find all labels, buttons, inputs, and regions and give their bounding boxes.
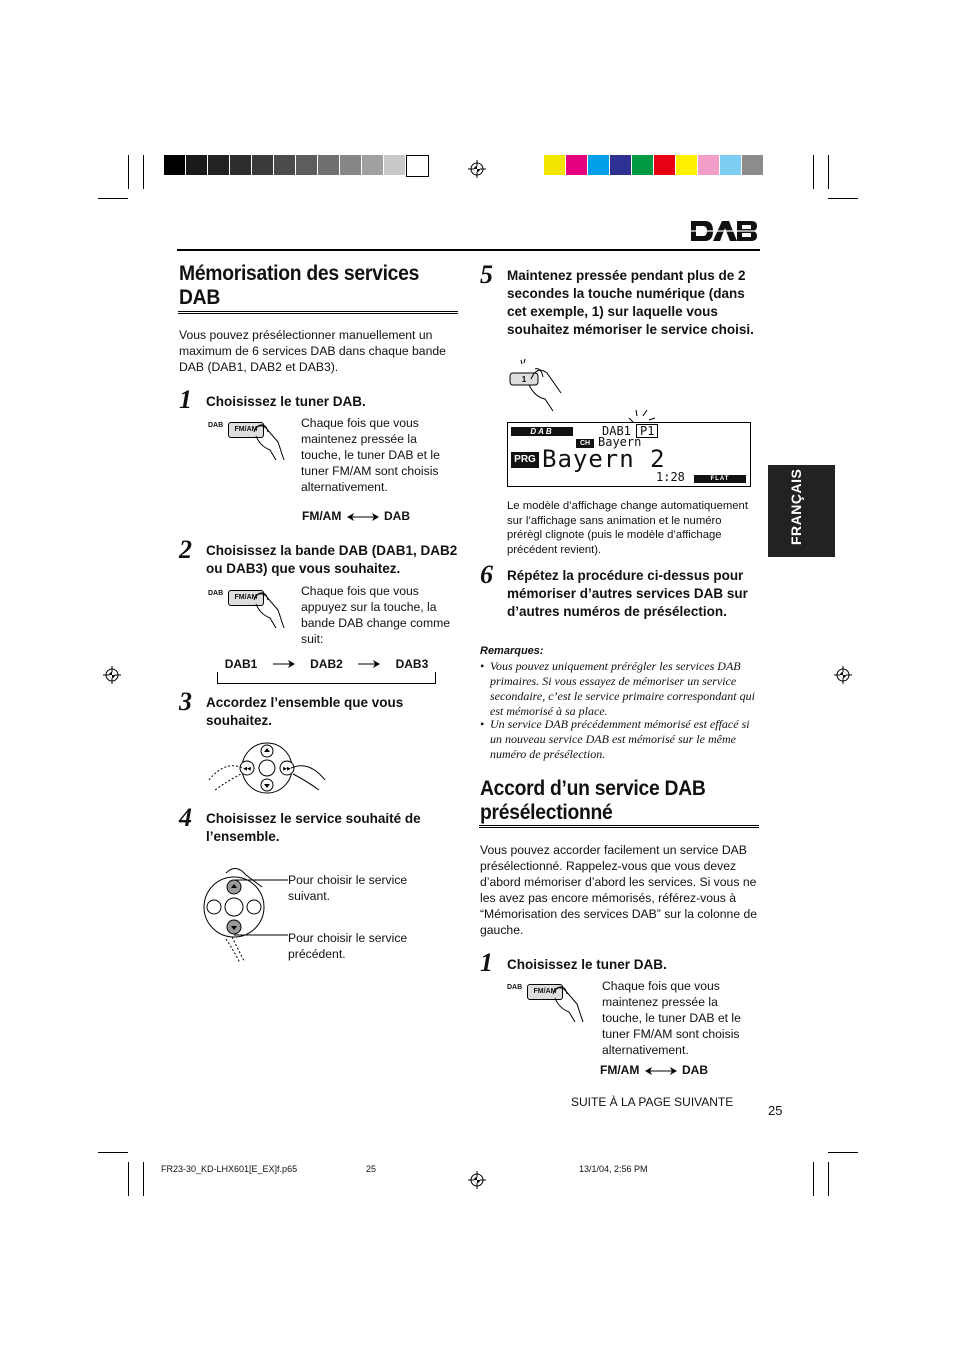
step-instruction: Choisissez le tuner DAB.	[206, 394, 366, 409]
step-number: 1	[480, 948, 493, 977]
header-rule	[177, 249, 760, 251]
crop-mark	[128, 155, 129, 189]
step-instruction: Choisissez le service souhaité de l’ensemble.	[206, 811, 421, 844]
color-swatch	[566, 155, 587, 175]
color-swatch	[588, 155, 609, 175]
step-description: Chaque fois que vous appuyez sur la touche, la bande DAB change comme suit:	[301, 584, 451, 646]
control-pad-illustration	[196, 855, 291, 965]
color-swatch	[654, 155, 675, 175]
blink-burst-icon	[627, 408, 657, 428]
color-swatch	[698, 155, 719, 175]
fm-am-button: FM/AM	[228, 422, 264, 438]
double-arrow-icon	[645, 1066, 677, 1076]
pressing-finger-icon	[250, 588, 296, 630]
fm-am-button-illustration	[507, 980, 597, 1024]
pressing-finger-icon	[549, 982, 595, 1024]
crop-mark	[128, 1162, 129, 1196]
fm-am-button: FM/AM	[527, 984, 563, 1000]
registration-mark-icon	[468, 1171, 486, 1189]
display-preset: P1	[636, 424, 658, 438]
color-swatch	[676, 155, 697, 175]
crop-mark	[828, 198, 858, 199]
crop-mark	[98, 1152, 128, 1153]
step-number: 1	[179, 385, 192, 414]
remark-text: Vous pouvez uniquement prérégler les services DAB primaires. Si vous essayez de mémoriser un service secondaire, c’est le service primaire correspondant qui est mémorisé à sa place.	[490, 659, 755, 718]
fm-am-button-illustration	[206, 586, 296, 630]
step-instruction: Choisissez le tuner DAB.	[507, 957, 667, 972]
dab-tag: DAB	[208, 590, 224, 597]
remark-text: Un service DAB précédemment mémorisé est effacé si un nouveau service DAB est mémorisé sur le même numéro de présélection.	[490, 717, 750, 761]
cycle-diagram	[302, 509, 422, 525]
title-rule	[479, 825, 759, 828]
previous-service-label: Pour choisir le service précédent.	[288, 931, 408, 961]
dab-logo	[689, 219, 759, 243]
display-ch-badge: CH	[576, 439, 594, 448]
cycle-label: DAB	[682, 1063, 709, 1077]
step-description: Chaque fois que vous maintenez pressée la touche, le tuner DAB et le tuner FM/AM sont choisis alternativement.	[602, 979, 741, 1057]
display-band: DAB1	[602, 424, 631, 438]
title-rule	[178, 311, 458, 314]
step-instruction: Maintenez pressée pendant plus de 2 secondes la touche numérique (dans cet exemple, 1) sur laquelle vous souhaitez mémoriser le service choisi.	[507, 268, 754, 337]
side-tab-label: FRANÇAIS	[788, 468, 804, 545]
step-number: 5	[480, 260, 493, 289]
remarks-title: Remarques:	[480, 645, 544, 657]
registration-mark-icon	[834, 666, 852, 684]
double-arrow-icon	[347, 512, 379, 522]
step-instruction: Accordez l’ensemble que vous souhaitez.	[206, 695, 404, 728]
band-cycle-diagram	[217, 656, 436, 686]
display-clock: 1:28	[656, 470, 685, 484]
color-swatch	[296, 155, 317, 175]
remark-item: • Un service DAB précédemment mémorisé est effacé si un nouveau service DAB est mémorisé sur le même numéro de présélection.	[480, 717, 760, 762]
cycle-label: DAB	[384, 509, 411, 523]
display-service-big: Bayern 2	[542, 445, 666, 473]
registration-mark-icon	[468, 160, 486, 178]
color-swatch	[186, 155, 207, 175]
cycle-diagram	[600, 1063, 720, 1079]
color-swatch	[742, 155, 763, 175]
footer-filename: FR23-30_KD-LHX601[E_EX]f.p65	[161, 1164, 298, 1174]
fm-am-button-illustration	[206, 418, 296, 462]
step-description: Chaque fois que vous maintenez pressée la touche, le tuner DAB et le tuner FM/AM sont choisis alternativement.	[301, 416, 440, 494]
step-number: 3	[179, 687, 192, 716]
svg-text:◀◀: ◀◀	[243, 766, 251, 772]
radio-display	[507, 422, 751, 487]
page-number: 25	[768, 1103, 783, 1118]
svg-text:▶▶: ▶▶	[283, 766, 291, 772]
arrow-right-icon	[358, 660, 380, 668]
section-title: Accord d’un service DAB présélectionné	[480, 777, 706, 824]
color-swatch	[252, 155, 273, 175]
display-note: Le modèle d’affichage change automatiquement sur l’affichage sans animation et le numéro prérègl clignote (puis le modèle d’affichage précédent revient).	[507, 500, 748, 556]
crop-mark	[828, 1152, 858, 1153]
step-instruction: Choisissez la bande DAB (DAB1, DAB2 ou DAB3) que vous souhaitez.	[206, 543, 458, 576]
color-swatch	[610, 155, 631, 175]
crop-mark	[143, 155, 144, 189]
crop-mark	[828, 1162, 829, 1196]
color-swatch	[544, 155, 565, 175]
footer-date: 13/1/04, 2:56 PM	[579, 1164, 648, 1174]
continued-note: SUITE À LA PAGE SUIVANTE	[571, 1095, 734, 1109]
section-title: Mémorisation des services DAB	[179, 262, 420, 309]
preset-button-illustration	[507, 357, 567, 412]
arrow-right-icon	[273, 660, 295, 668]
band-label: DAB2	[310, 657, 343, 671]
display-dab-logo: DAB	[511, 427, 573, 436]
color-swatch	[406, 155, 429, 177]
color-swatch	[362, 155, 383, 175]
footer-page: 25	[366, 1164, 377, 1174]
control-pad-illustration	[205, 740, 330, 800]
crop-mark	[828, 155, 829, 189]
step-number: 6	[480, 560, 493, 589]
step-instruction: Répétez la procédure ci-dessus pour mémoriser d’autres services DAB sur d’autres numéros de présélection.	[507, 568, 748, 619]
registration-mark-icon	[103, 666, 121, 684]
next-service-label: Pour choisir le service suivant.	[288, 873, 408, 903]
crop-mark	[98, 198, 128, 199]
dab-tag: DAB	[208, 422, 224, 429]
display-prg-badge: PRG	[511, 452, 539, 468]
pressing-finger-icon	[250, 420, 296, 462]
color-swatch	[164, 155, 185, 175]
color-swatch	[340, 155, 361, 175]
crop-mark	[813, 1162, 814, 1196]
color-swatch	[274, 155, 295, 175]
crop-mark	[143, 1162, 144, 1196]
color-swatch	[230, 155, 251, 175]
band-label: DAB1	[224, 657, 258, 671]
crop-mark	[813, 155, 814, 189]
cycle-label: FM/AM	[600, 1063, 640, 1077]
color-swatch	[720, 155, 741, 175]
intro-paragraph: Vous pouvez présélectionner manuellement un maximum de 6 services DAB dans chaque bande DAB (DAB1, DAB2 et DAB3).	[179, 328, 446, 374]
color-swatch	[632, 155, 653, 175]
language-side-tab	[768, 465, 835, 557]
color-swatch	[384, 155, 405, 175]
fm-am-button: FM/AM	[228, 590, 264, 606]
remark-item: • Vous pouvez uniquement prérégler les services DAB primaires. Si vous essayez de mémoriser un service secondaire, c’est le service primaire correspondant qui est mémorisé à sa place.	[480, 659, 760, 719]
display-service-small: Bayern	[598, 435, 642, 449]
band-label: DAB3	[395, 657, 429, 671]
color-swatch	[318, 155, 339, 175]
step-number: 2	[179, 535, 192, 564]
cycle-label: FM/AM	[302, 509, 342, 523]
intro-paragraph: Vous pouvez accorder facilement un service DAB présélectionné. Rappelez-vous que vous devez d’abord mémoriser d’abord les services. Si vous ne les avez pas encore mémorisés, référez-vous à “Mémorisation des services DAB” sur la colonne de gauche.	[480, 843, 758, 937]
color-swatch	[208, 155, 229, 175]
display-eq: FLAT	[694, 475, 746, 483]
dab-tag: DAB	[507, 984, 523, 991]
button-number: 1	[521, 375, 527, 384]
step-number: 4	[179, 803, 192, 832]
